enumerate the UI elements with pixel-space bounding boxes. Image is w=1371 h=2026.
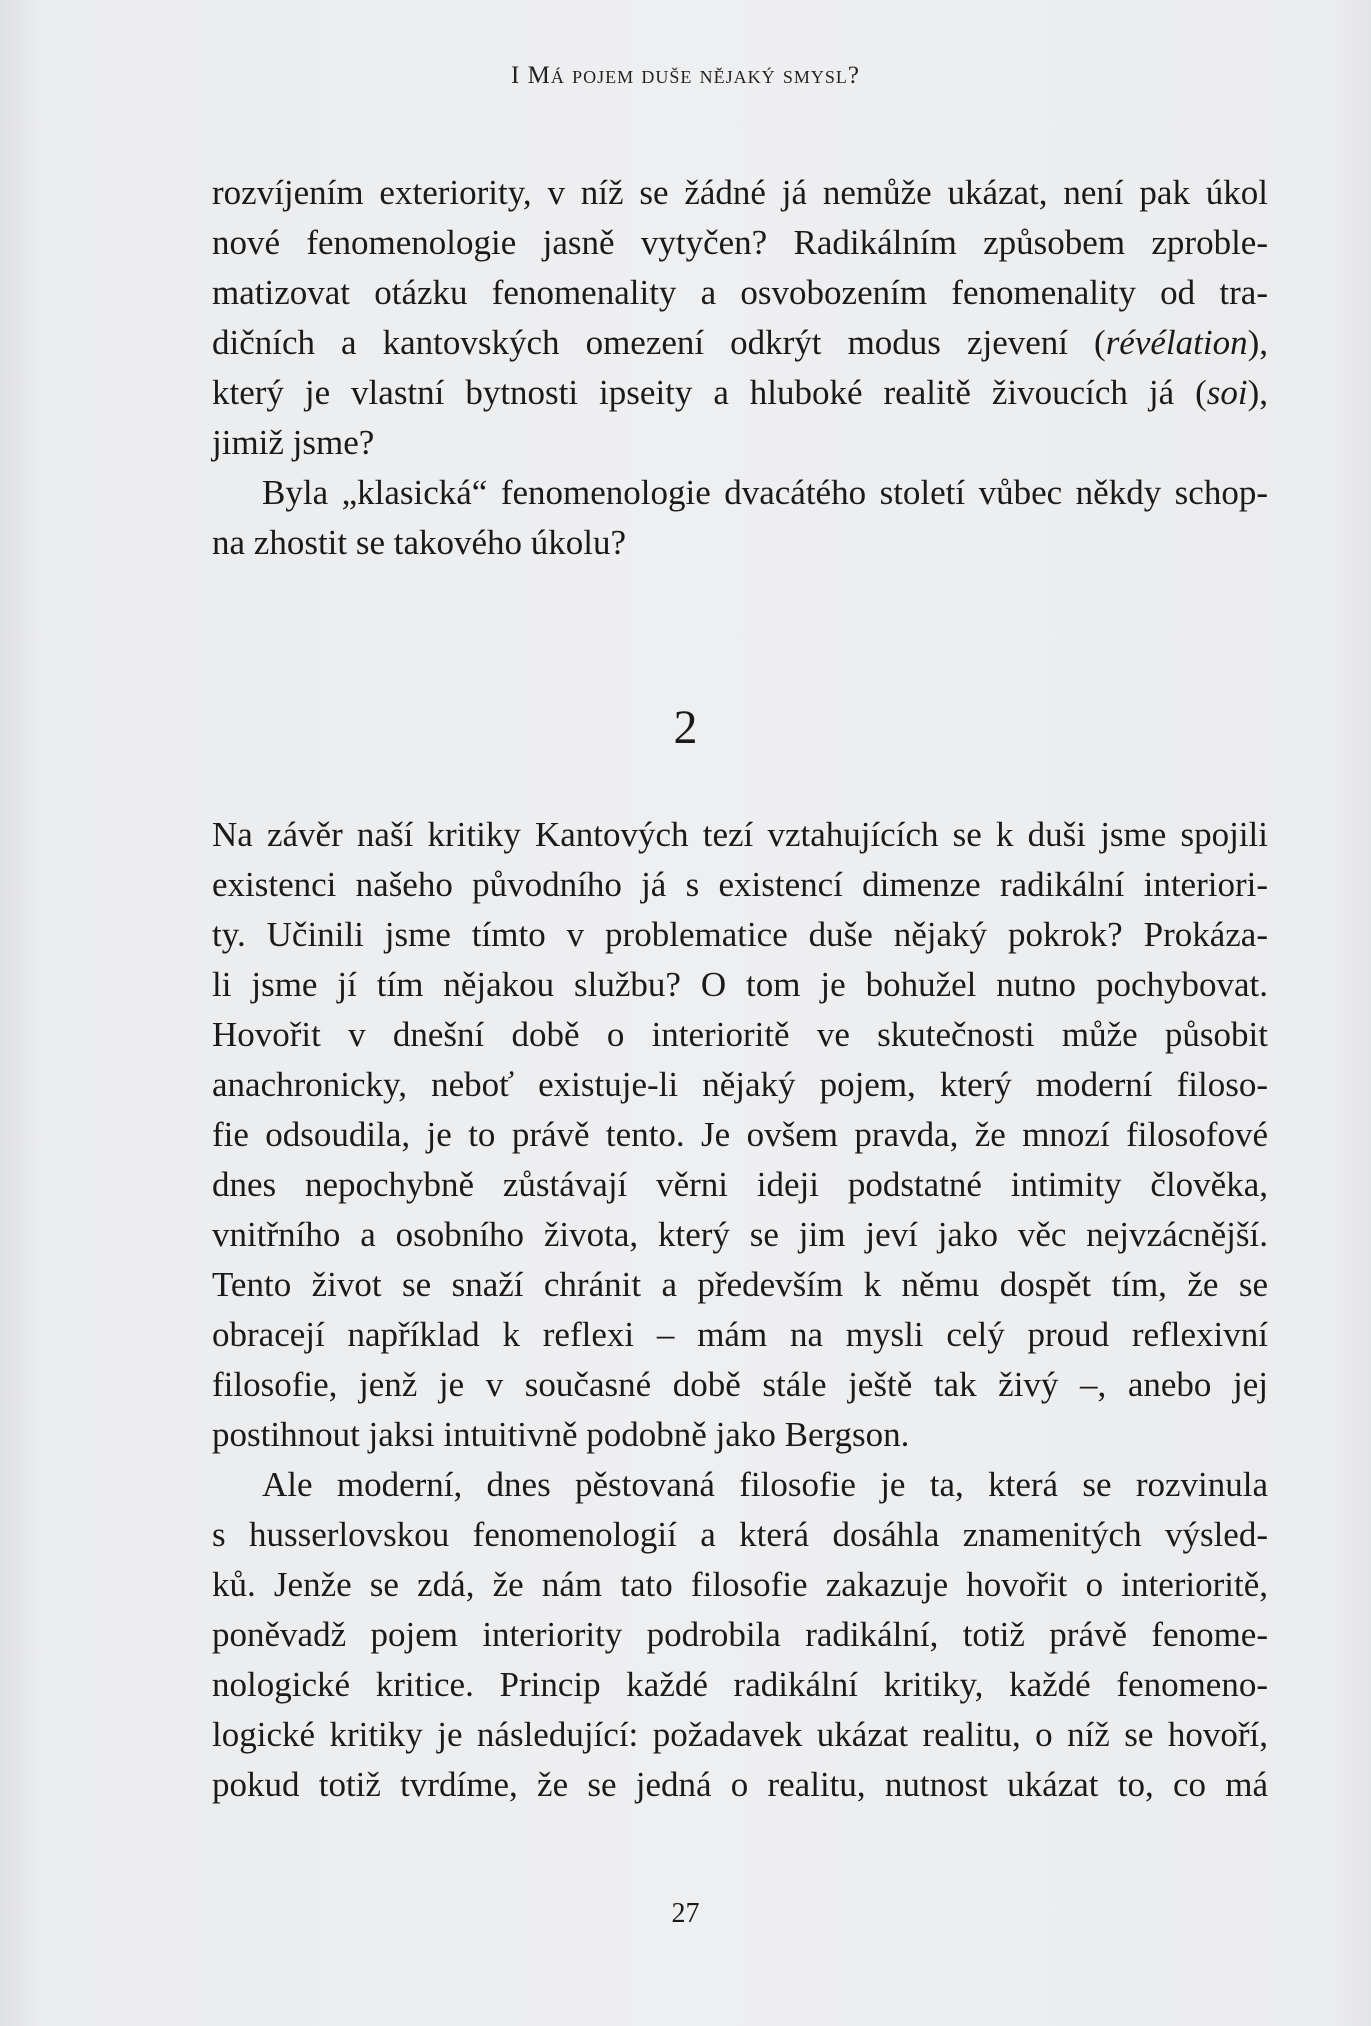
- italic-term: soi: [1206, 373, 1248, 412]
- text-line: li jsme jí tím nějakou službu? O tom je bohužel nutno pochybovat.: [212, 965, 1268, 1004]
- running-head: I Má pojem duše nějaký smysl?: [511, 62, 860, 89]
- text-line: s husserlovskou fenomenologií a která dosáhla znamenitých výsled-: [212, 1515, 1268, 1554]
- text-line: na zhostit se takového úkolu?: [212, 523, 627, 562]
- text-line: ty. Učinili jsme tímto v problematice duše nějaký pokrok? Prokáza-: [212, 915, 1268, 954]
- text-line: logické kritiky je následující: požadavek ukázat realitu, o níž se hovoří,: [212, 1715, 1268, 1754]
- text-line: poněvadž pojem interiority podrobila radikální, totiž právě fenome-: [212, 1615, 1268, 1654]
- text-block-before-section: [212, 168, 1268, 568]
- text-line: Byla „klasická“ fenomenologie dvacátého století vůbec někdy schop-: [262, 473, 1268, 512]
- text-line: existenci našeho původního já s existencí dimenze radikální interiori-: [212, 865, 1268, 904]
- text-line: Hovořit v dnešní době o interioritě ve skutečnosti může působit: [212, 1015, 1268, 1054]
- text-line: pokud totiž tvrdíme, že se jedná o realitu, nutnost ukázat to, co má: [212, 1765, 1268, 1804]
- text-line: nové fenomenologie jasně vytyčen? Radikálním způsobem zproble-: [212, 223, 1268, 262]
- text-line: jimiž jsme?: [212, 423, 375, 462]
- text-line: nologické kritice. Princip každé radikální kritiky, každé fenomeno-: [212, 1665, 1268, 1704]
- text-line: Tento život se snaží chránit a především k němu dospět tím, že se: [212, 1265, 1268, 1304]
- text-line: Ale moderní, dnes pěstovaná filosofie je ta, která se rozvinula: [262, 1465, 1268, 1504]
- page-number: 27: [671, 1898, 700, 1929]
- text-line-italic-word: dičních a kantovských omezení odkrýt modus zjevení (révélation),: [212, 323, 1268, 362]
- text-line: vnitřního a osobního života, který se jim jeví jako věc nejvzácnější.: [212, 1215, 1268, 1254]
- text-block-after-section: [212, 810, 1268, 1810]
- text-line: rozvíjením exteriority, v níž se žádné já nemůže ukázat, není pak úkol: [212, 173, 1268, 212]
- text-line: anachronicky, neboť existuje-li nějaký pojem, který moderní filoso-: [212, 1065, 1268, 1104]
- text-line-italic-word: který je vlastní bytnosti ipseity a hluboké realitě živoucích já (soi),: [212, 373, 1268, 412]
- text-line: ků. Jenže se zdá, že nám tato filosofie zakazuje hovořit o interioritě,: [212, 1565, 1268, 1604]
- italic-term: révélation: [1105, 323, 1248, 362]
- section-number: 2: [673, 701, 698, 754]
- text-line: postihnout jaksi intuitivně podobně jako Bergson.: [212, 1415, 910, 1454]
- text-line: obracejí například k reflexi – mám na mysli celý proud reflexivní: [212, 1315, 1268, 1354]
- text-line: dnes nepochybně zůstávají věrni ideji podstatné intimity člověka,: [212, 1165, 1268, 1204]
- text-line: filosofie, jenž je v současné době stále ještě tak živý –, anebo jej: [212, 1365, 1268, 1404]
- text-line: fie odsoudila, je to právě tento. Je ovšem pravda, že mnozí filosofové: [212, 1115, 1268, 1154]
- text-line: Na závěr naší kritiky Kantových tezí vztahujících se k duši jsme spojili: [212, 815, 1268, 854]
- text-line: matizovat otázku fenomenality a osvobozením fenomenality od tra-: [212, 273, 1268, 312]
